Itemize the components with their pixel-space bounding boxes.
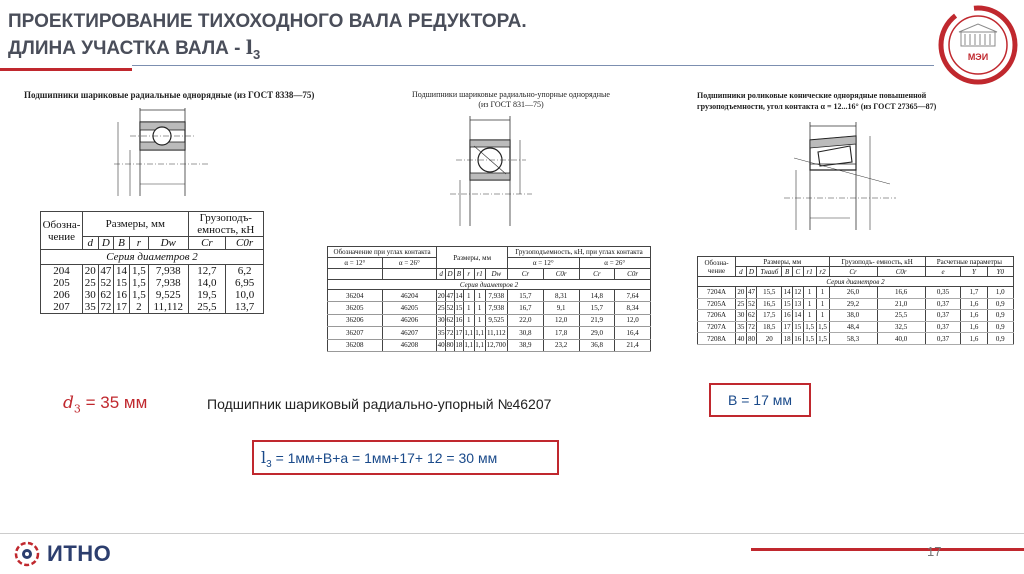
- table2-header-load-alpha26: α = 26°: [579, 258, 651, 269]
- table-cell: 11,112: [485, 327, 508, 339]
- table-cell: 17: [783, 323, 791, 332]
- table3-col: B: [782, 267, 793, 277]
- table3-header-dimensions: Размеры, мм: [736, 257, 830, 267]
- l3-sub: 3: [266, 458, 272, 470]
- table-cell: 0,9: [987, 298, 1013, 310]
- table2-caption-line1: Подшипники шариковые радиально-упорные однорядные: [412, 90, 610, 99]
- table-cell: 14,0: [188, 277, 226, 289]
- logo-text: МЭИ: [967, 52, 989, 62]
- table-cell: 1,1: [463, 327, 474, 339]
- table-cell: 12,0: [615, 314, 651, 326]
- table-cell: 2: [129, 301, 148, 314]
- table-cell: 0,35: [925, 287, 961, 299]
- bearing-selection-text: Подшипник шариковый радиально-упорный №46207: [207, 396, 552, 412]
- table-cell: 14: [454, 290, 463, 302]
- table-cell: 12,7: [188, 265, 226, 278]
- table2-col: r1: [474, 269, 485, 280]
- table3-caption-line2: грузоподъемности, угол контакта α = 12...16° (из ГОСТ 27365—87): [697, 102, 937, 111]
- table1-col: D: [98, 237, 114, 250]
- table-row: [41, 301, 264, 314]
- table-row-highlighted: [328, 327, 651, 339]
- table-cell: 80: [747, 334, 755, 343]
- table1-col: r: [129, 237, 148, 250]
- table-cell: 29,0: [579, 327, 615, 339]
- tapered-roller-bearing-drawing: [780, 118, 900, 234]
- table-cell: 0,37: [925, 298, 961, 310]
- table-cell: 52: [446, 302, 455, 314]
- table-cell: 21,0: [877, 298, 925, 310]
- table-cell: 16,6: [877, 287, 925, 299]
- table-cell: 25: [437, 302, 446, 314]
- table-cell: 206: [41, 289, 83, 301]
- table2-header-load: Грузоподъемность, кН, при углах контакта: [508, 247, 651, 258]
- table-cell: 7,64: [615, 290, 651, 302]
- table-cell: 25: [83, 277, 99, 289]
- table2-col: B: [454, 269, 463, 280]
- table-cell: 1: [463, 314, 474, 326]
- table-cell: 12,0: [543, 314, 579, 326]
- table-cell: 52: [747, 299, 755, 308]
- table-row: [328, 314, 651, 326]
- table2-header-alpha26: α = 26°: [382, 258, 437, 269]
- table-cell: 13: [794, 299, 802, 308]
- table-cell: 12,700: [485, 339, 508, 351]
- table3-col: r2: [816, 267, 829, 277]
- title-line-2: ДЛИНА УЧАСТКА ВАЛА - $l_3$: [8, 37, 261, 62]
- table-cell: 7,938: [148, 265, 188, 278]
- table-cell: 7208А: [698, 333, 736, 345]
- table2-col: d: [437, 269, 446, 280]
- page-title: [8, 9, 527, 68]
- table-cell: 26,0: [829, 287, 877, 299]
- table-cell: 40: [737, 334, 745, 343]
- table-cell: 58,3: [829, 333, 877, 345]
- mei-logo-icon: [937, 4, 1019, 86]
- table3-col: r1: [803, 267, 816, 277]
- table-cell: 17: [454, 327, 463, 339]
- table-cell: 18: [454, 339, 463, 351]
- table-cell: 204: [41, 265, 83, 278]
- table-cell: 0,9: [987, 321, 1013, 333]
- table-cell: 16,4: [615, 327, 651, 339]
- table-row: [328, 290, 651, 302]
- title-sub: 3: [253, 46, 261, 62]
- table-row: [41, 277, 264, 289]
- table-cell: 1,6: [961, 321, 987, 333]
- table1-header-dimensions: Размеры, мм: [83, 212, 189, 237]
- table-cell: 18,5: [757, 321, 782, 333]
- table-cell: 48,4: [829, 321, 877, 333]
- table-cell: 9,525: [485, 314, 508, 326]
- l3-var: l: [261, 448, 267, 467]
- table3-header-designation: Обозна- чение: [698, 257, 736, 277]
- title-underline-accent: [0, 68, 132, 71]
- table-cell: 35: [437, 327, 446, 339]
- table-cell: 32,5: [877, 321, 925, 333]
- table3-col: d: [736, 267, 747, 277]
- table3-header-params: Расчетные параметры: [925, 257, 1013, 267]
- table-cell: 35: [737, 323, 745, 332]
- table-cell: 1,5: [129, 277, 148, 289]
- table-cell: 36205: [328, 302, 383, 314]
- table-cell: 46204: [382, 290, 437, 302]
- table-cell: 36207: [328, 327, 383, 339]
- table-cell: 7,938: [485, 302, 508, 314]
- table-cell: 7,938: [485, 290, 508, 302]
- table1-series: Серия диаметров 2: [41, 250, 264, 265]
- table-row: [698, 321, 1014, 333]
- table-cell: 9,525: [148, 289, 188, 301]
- table-cell: 205: [41, 277, 83, 289]
- table-cell: 36206: [328, 314, 383, 326]
- title-line-1: ПРОЕКТИРОВАНИЕ ТИХОХОДНОГО ВАЛА РЕДУКТОРА.: [8, 11, 527, 32]
- table3-col: C0r: [877, 267, 925, 277]
- table1-col: d: [83, 237, 99, 250]
- table-cell: 72: [747, 323, 755, 332]
- table-cell: 1: [474, 302, 485, 314]
- table-cell: 1,6: [961, 298, 987, 310]
- table-row: [698, 298, 1014, 310]
- table-cell: 18: [783, 334, 791, 343]
- table-cell: 35: [83, 301, 99, 314]
- table-cell: 8,34: [615, 302, 651, 314]
- table-cell: 40,0: [877, 333, 925, 345]
- table-cell: 1,5: [129, 289, 148, 301]
- table-cell: 7207А: [698, 321, 736, 333]
- table-cell: 1: [463, 290, 474, 302]
- table2-col: Cr: [579, 269, 615, 280]
- table-cell: 1: [816, 310, 829, 322]
- table-cell: 1: [816, 298, 829, 310]
- table-cell: 46208: [382, 339, 437, 351]
- table-cell: 46205: [382, 302, 437, 314]
- table-cell: 62: [747, 311, 755, 320]
- table-cell: 16: [454, 314, 463, 326]
- table-cell: 7205А: [698, 298, 736, 310]
- table-cell: 72: [446, 327, 455, 339]
- table-cell: 1: [816, 287, 829, 299]
- table2-col: r: [463, 269, 474, 280]
- table-cell: 1: [803, 287, 816, 299]
- table-cell: 30: [83, 289, 99, 301]
- formula-d3-value: = 35 мм: [80, 393, 148, 412]
- table-cell: 15: [454, 302, 463, 314]
- table-cell: 1: [803, 310, 816, 322]
- table-cell: 0,9: [987, 310, 1013, 322]
- tapered-bearing-table: [697, 256, 1014, 345]
- table-cell: 7206А: [698, 310, 736, 322]
- table1-col: C0r: [226, 237, 264, 250]
- table-cell: 9,1: [543, 302, 579, 314]
- table2-col: C0r: [543, 269, 579, 280]
- table-cell: 38,0: [829, 310, 877, 322]
- table-cell: 11,112: [148, 301, 188, 314]
- table2-caption: [381, 90, 641, 110]
- table-cell: 21,9: [579, 314, 615, 326]
- table-row: [328, 302, 651, 314]
- table-cell: 207: [41, 301, 83, 314]
- table-cell: 16,7: [508, 302, 544, 314]
- table-row: [698, 310, 1014, 322]
- itno-brand-text: ИТНО: [47, 541, 112, 566]
- table-cell: 72: [98, 301, 114, 314]
- table-cell: 1: [474, 290, 485, 302]
- table-cell: 6,95: [226, 277, 264, 289]
- table-cell: 14,8: [579, 290, 615, 302]
- table-cell: 38,9: [508, 339, 544, 351]
- table-cell: 1: [463, 302, 474, 314]
- table-cell: 13,7: [226, 301, 264, 314]
- table-cell: 6,2: [226, 265, 264, 278]
- table-cell: 36,8: [579, 339, 615, 351]
- page-number: 17: [927, 544, 942, 559]
- table-cell: 1,7: [961, 287, 987, 299]
- table3-col: Y0: [987, 267, 1013, 277]
- table2-header-designation: Обозначение при углах контакта: [328, 247, 437, 258]
- table2-col: D: [447, 270, 453, 278]
- table-cell: 62: [98, 289, 114, 301]
- table-cell: 47: [747, 288, 755, 297]
- table-cell: 20: [737, 288, 745, 297]
- table-cell: 1,1: [463, 339, 474, 351]
- table2-header-dimensions: Размеры, мм: [437, 247, 508, 269]
- table-cell: 1,1: [474, 327, 485, 339]
- itno-logo: [13, 541, 111, 567]
- table-cell: 17: [114, 301, 130, 314]
- table-cell: 10,0: [226, 289, 264, 301]
- ball-bearing-table: [40, 211, 264, 314]
- footer-accent-bar: [751, 548, 1024, 551]
- formula-d3-sub: 3: [73, 402, 81, 416]
- table3-col: Y: [961, 267, 987, 277]
- table-cell: 47: [446, 290, 455, 302]
- table2-col: Cr: [508, 269, 544, 280]
- table3-col: C: [792, 267, 803, 277]
- table-cell: 19,5: [188, 289, 226, 301]
- table-cell: 15: [794, 323, 802, 332]
- table-cell: 30: [437, 314, 446, 326]
- table-cell: 1,1: [474, 339, 485, 351]
- table3-col: Tнаиб: [757, 267, 782, 277]
- table1-col: Dw: [148, 237, 188, 250]
- table-cell: 23,2: [543, 339, 579, 351]
- table-cell: 20: [437, 290, 446, 302]
- table-cell: 16,5: [757, 298, 782, 310]
- table-cell: 1,6: [961, 310, 987, 322]
- table-cell: 47: [98, 265, 114, 278]
- table-cell: 25: [737, 299, 745, 308]
- table1-header-designation: Обозна- чение: [41, 212, 83, 250]
- table-cell: 1: [474, 314, 485, 326]
- table-cell: 16: [794, 334, 802, 343]
- table2-header-alpha12: α = 12°: [328, 258, 383, 269]
- table-cell: 20: [83, 265, 99, 278]
- table-cell: 1,6: [961, 333, 987, 345]
- table-cell: 80: [446, 339, 455, 351]
- table-cell: 29,2: [829, 298, 877, 310]
- table3-caption-line1: Подшипники роликовые конические однорядные повышенной: [697, 91, 927, 100]
- table-cell: 21,4: [615, 339, 651, 351]
- title-var: l: [245, 37, 253, 59]
- title-underline: [132, 65, 934, 66]
- table-cell: 14: [783, 288, 791, 297]
- table-cell: 46206: [382, 314, 437, 326]
- table-cell: 20: [757, 333, 782, 345]
- itno-emblem-icon: [13, 541, 41, 567]
- table-cell: 62: [446, 314, 455, 326]
- table-cell: 0,37: [925, 321, 961, 333]
- table2-header-load-alpha12: α = 12°: [508, 258, 579, 269]
- table-cell: 12: [794, 288, 802, 297]
- table3-col: Cr: [829, 267, 877, 277]
- table-cell: 15: [783, 299, 791, 308]
- table-cell: 25,5: [188, 301, 226, 314]
- table-cell: 15,7: [579, 302, 615, 314]
- table-cell: 0,37: [925, 310, 961, 322]
- table-cell: 16: [783, 311, 791, 320]
- formula-d3: [63, 393, 147, 415]
- table-cell: 17,5: [757, 310, 782, 322]
- table-cell: 0,9: [987, 333, 1013, 345]
- table3-series: Серия диаметров 2: [698, 277, 1014, 287]
- angular-bearing-drawing: [446, 110, 536, 230]
- table-cell: 15,7: [508, 290, 544, 302]
- table-cell: 15,5: [757, 287, 782, 299]
- length-l3-formula-box: [252, 440, 559, 475]
- table2-series: Серия диаметров 2: [328, 280, 651, 290]
- table-cell: 22,0: [508, 314, 544, 326]
- table-cell: 1: [803, 298, 816, 310]
- l3-formula-text: = 1мм+B+a = 1мм+17+ 12 = 30 мм: [271, 450, 498, 466]
- table3-col: D: [746, 267, 757, 277]
- table2-col: Dw: [485, 269, 508, 280]
- table3-header-load: Грузоподъ- емность, кН: [829, 257, 925, 267]
- table-cell: 15: [114, 277, 130, 289]
- footer-divider: [0, 533, 1024, 534]
- table-cell: 7,938: [148, 277, 188, 289]
- table2-caption-line2: (из ГОСТ 831—75): [478, 100, 544, 109]
- table2-col: C0r: [615, 269, 651, 280]
- table-row: [698, 333, 1014, 345]
- table-row: [698, 287, 1014, 299]
- table-cell: 8,31: [543, 290, 579, 302]
- table-cell: 46207: [382, 327, 437, 339]
- table-cell: 1,5: [129, 265, 148, 278]
- width-b-box: B = 17 мм: [709, 383, 811, 417]
- table-cell: 7204А: [698, 287, 736, 299]
- table-cell: 14: [114, 265, 130, 278]
- table-cell: 1,0: [987, 287, 1013, 299]
- table-cell: 0,37: [925, 333, 961, 345]
- table-cell: 36208: [328, 339, 383, 351]
- angular-bearing-table: [327, 246, 651, 352]
- table-cell: 1,5: [803, 321, 816, 333]
- table-cell: 25,5: [877, 310, 925, 322]
- table-cell: 16: [114, 289, 130, 301]
- table-cell: 30: [737, 311, 745, 320]
- table-row: [41, 265, 264, 278]
- table-cell: 17,8: [543, 327, 579, 339]
- table-cell: 40: [437, 339, 446, 351]
- table-cell: 14: [794, 311, 802, 320]
- table1-col: B: [114, 237, 130, 250]
- table-cell: 1,5: [816, 321, 829, 333]
- table-cell: 1,5: [803, 333, 816, 345]
- table-cell: 36204: [328, 290, 383, 302]
- table3-col: e: [925, 267, 961, 277]
- table1-caption: Подшипники шариковые радиальные однорядные (из ГОСТ 8338—75): [24, 90, 315, 100]
- table1-header-load: Грузоподъ- емность, кН: [188, 212, 263, 237]
- table-cell: 52: [98, 277, 114, 289]
- ball-bearing-drawing: [110, 104, 220, 198]
- table-cell: 1,5: [816, 333, 829, 345]
- table-row: [328, 339, 651, 351]
- table3-caption: [697, 90, 936, 112]
- table-row: [41, 289, 264, 301]
- formula-d3-var: d: [63, 393, 74, 413]
- table-cell: 30,8: [508, 327, 544, 339]
- table1-col: Cr: [188, 237, 226, 250]
